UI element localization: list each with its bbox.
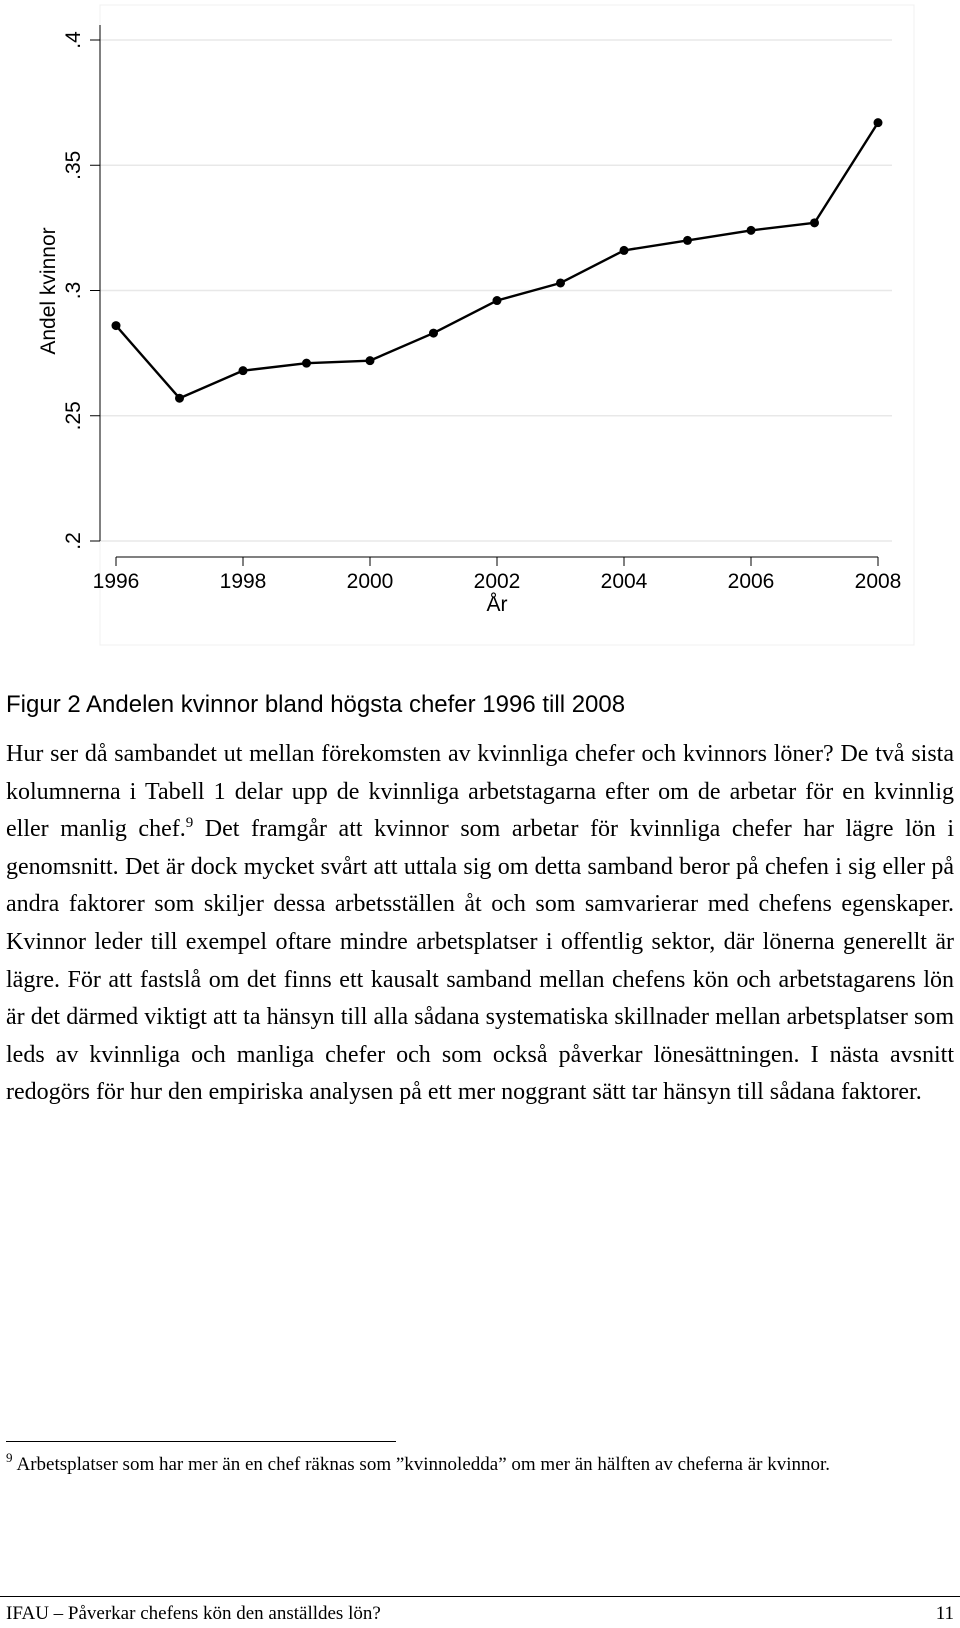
body-paragraph (6, 736, 954, 1112)
footnote-number: 9 (6, 1450, 13, 1465)
y-tick-label: .25 (62, 401, 85, 431)
footer-title: IFAU – Påverkar chefens kön den anställdes lön? (6, 1603, 381, 1624)
line-chart (0, 0, 960, 660)
footer-divider (0, 1596, 960, 1597)
footnote-text: Arbetsplatser som har mer än en chef räknas som ”kvinnoledda” om mer än hälften av cheferna är kvinnor. (16, 1454, 831, 1475)
y-tick-label: .3 (62, 281, 85, 300)
x-tick-label: 2004 (600, 570, 648, 593)
data-point (620, 246, 629, 255)
x-tick-label: 2008 (854, 570, 902, 593)
x-tick-label: 2002 (473, 570, 521, 593)
footnote (6, 1450, 954, 1480)
y-axis-title: Andel kvinnor (37, 227, 60, 355)
data-point (683, 236, 692, 245)
line-chart-svg (0, 0, 960, 660)
data-point (302, 359, 311, 368)
data-point (556, 278, 565, 287)
page-footer (6, 1602, 954, 1626)
x-axis-title: År (486, 593, 508, 616)
data-point (810, 218, 819, 227)
data-point (175, 394, 184, 403)
x-tick-label: 2000 (346, 570, 394, 593)
plot-region (100, 5, 914, 645)
paragraph-text-part1: Hur ser då sambandet ut mellan förekomsten av kvinnliga chefer och kvinnors löner? De två sista kolumnerna i Tabell 1 delar upp de kvinnliga arbetstagarna efter om de arbetar för en kvinnlig eller manlig chef. (6, 741, 954, 843)
x-tick-label: 1998 (219, 570, 267, 593)
y-tick-label: .2 (62, 532, 85, 550)
footnote-reference[interactable]: 9 (185, 815, 194, 832)
page-number: 11 (935, 1603, 954, 1624)
paragraph-text-part2: Det framgår att kvinnor som arbetar för kvinnliga chefer har lägre lön i genomsnitt. Det är dock mycket svårt att uttala sig om detta samband beror på chefen i sig eller på andra faktorer som skiljer dessa arbetsställen åt och som samvarierar med chefens egenskaper. Kvinnor leder till exempel oftare mindre arbetsplatser i offentlig sektor, där lönerna generellt är lägre. För att fastslå om det finns ett kausalt samband mellan chefens kön och arbetstagarens lön är det därmed viktigt att ta hänsyn till alla sådana systematiska skillnader mellan arbetsplatser som leds av kvinnliga och manliga chefer och som också påverkar lönesättningen. I nästa avsnitt redogörs för hur den empiriska analysen på ett mer noggrant sätt tar hänsyn till sådana faktorer. (6, 816, 954, 1106)
x-tick-label: 1996 (92, 570, 140, 593)
data-point (747, 226, 756, 235)
y-tick-label: .4 (62, 31, 85, 49)
x-tick-label: 2006 (727, 570, 775, 593)
footnote-divider (6, 1441, 396, 1442)
data-point (239, 366, 248, 375)
data-point (112, 321, 121, 330)
figure-caption: Figur 2 Andelen kvinnor bland högsta chefer 1996 till 2008 (6, 691, 626, 718)
y-tick-label: .35 (62, 150, 85, 180)
data-point (429, 329, 438, 338)
data-point (874, 118, 883, 127)
data-point (493, 296, 502, 305)
data-point (366, 356, 375, 365)
